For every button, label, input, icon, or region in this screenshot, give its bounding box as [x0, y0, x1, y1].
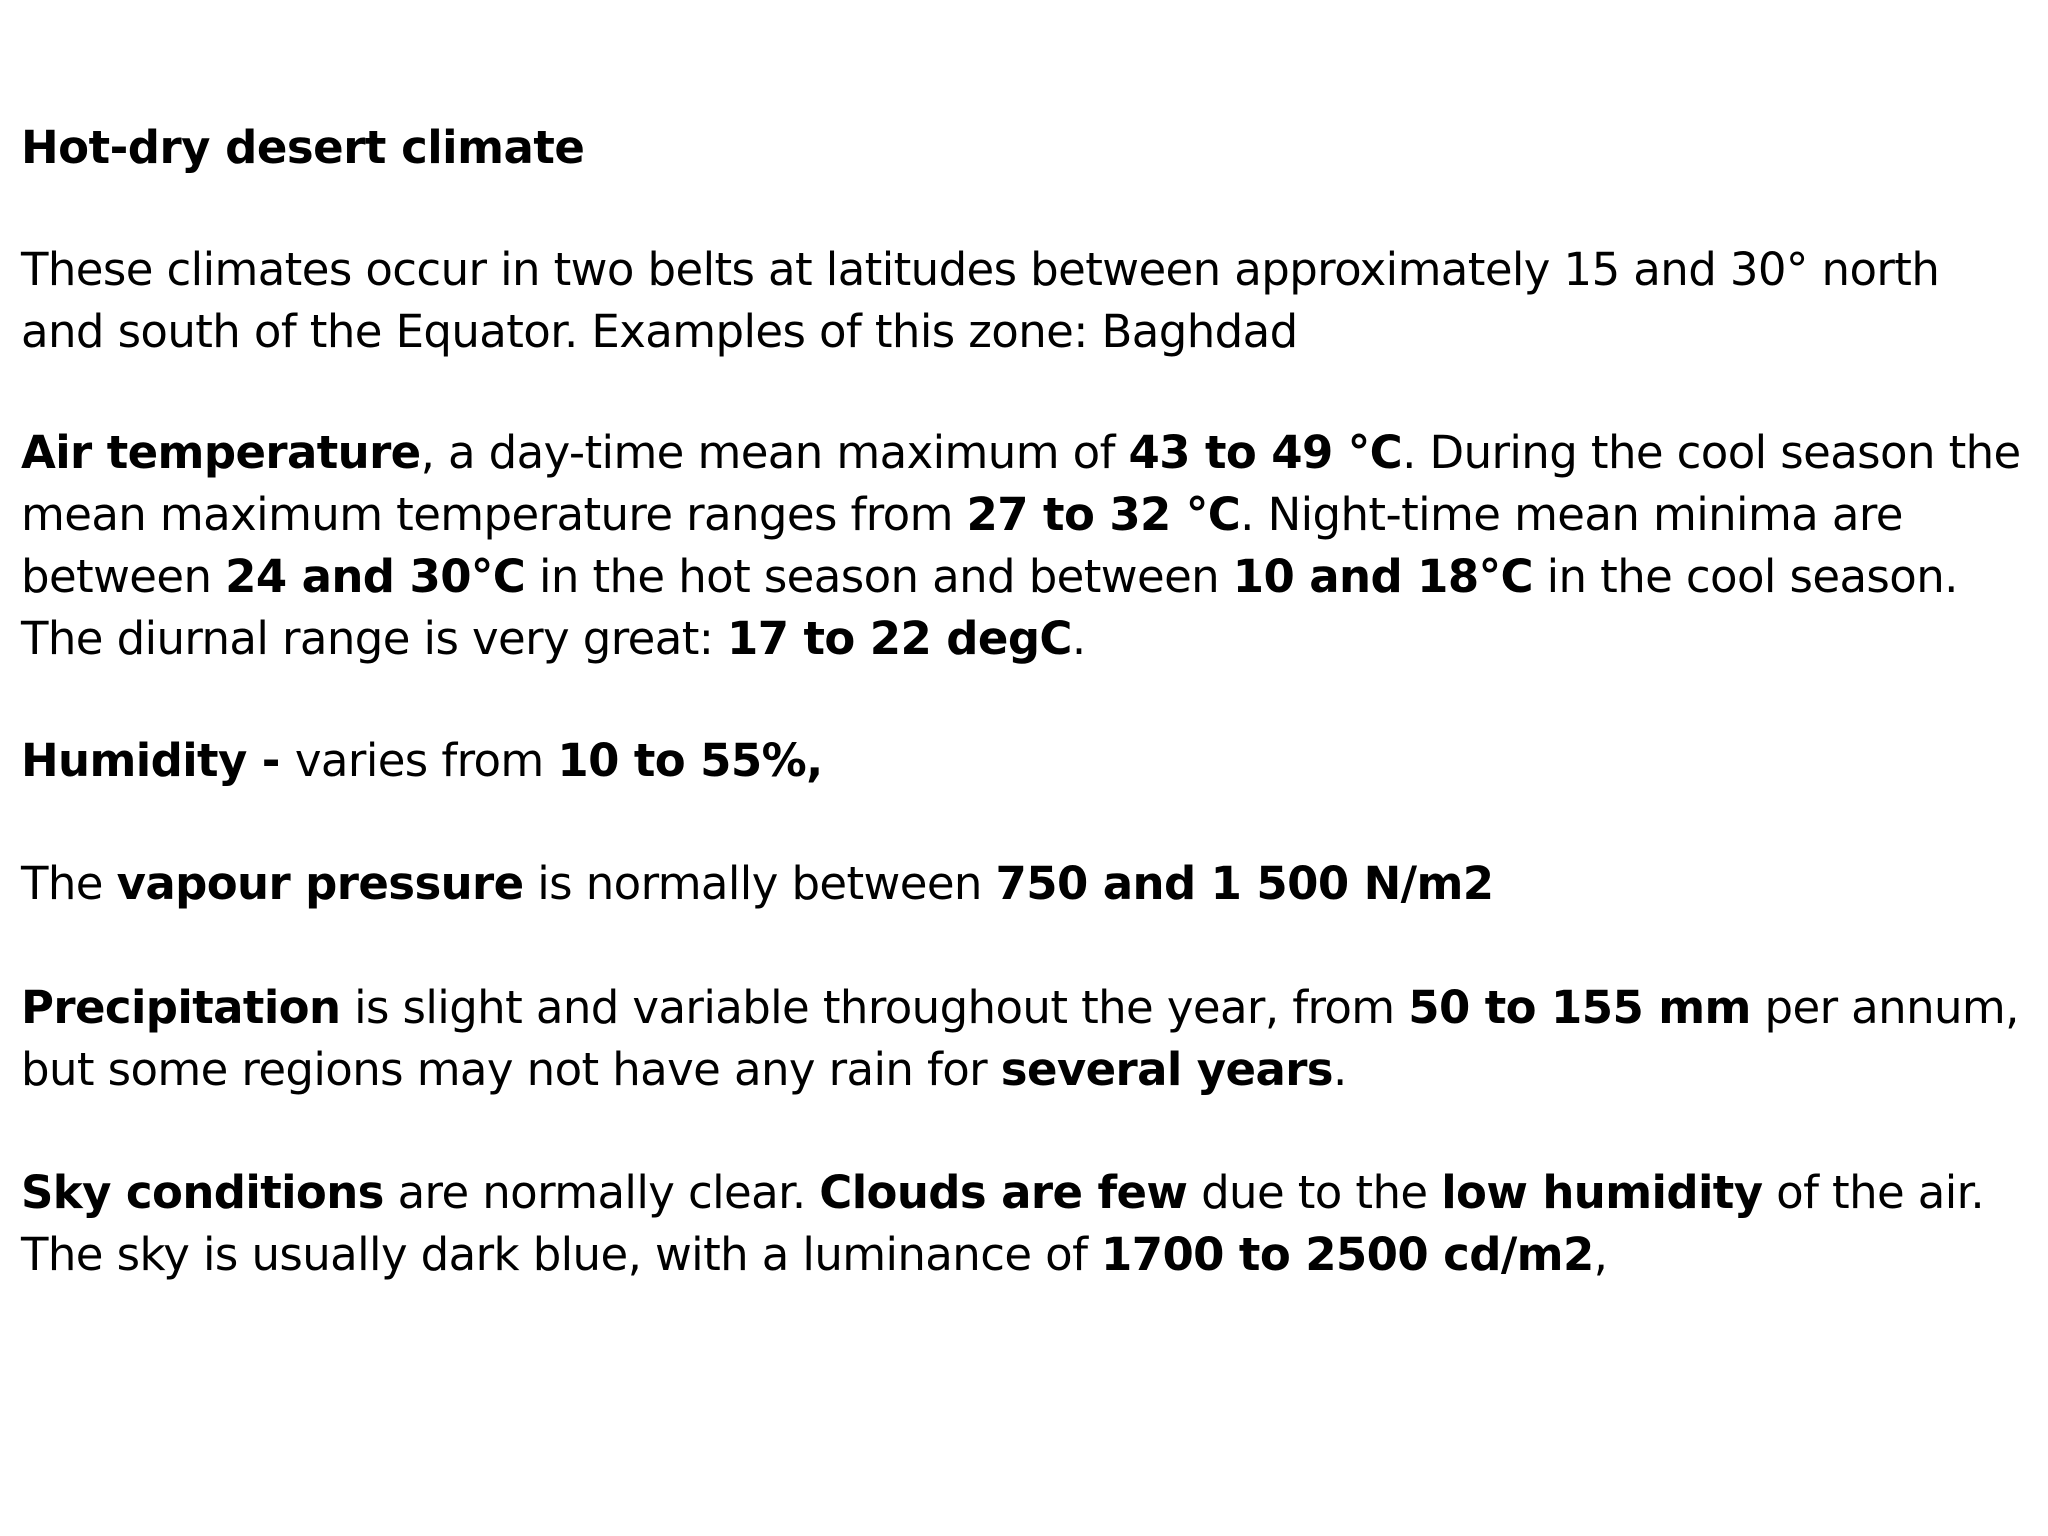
- intro-paragraph: [21, 239, 1939, 363]
- text-run: but some regions may not have any rain for: [21, 1043, 1001, 1096]
- intro-line-1: These climates occur in two belts at latitudes between approximately 15 and 30° north: [21, 243, 1940, 296]
- text-run: mean maximum temperature ranges from: [21, 488, 967, 541]
- humidity-paragraph: [21, 730, 823, 792]
- sky-conditions-term: Sky conditions: [21, 1166, 384, 1219]
- air-temperature-line-2: [21, 484, 2021, 546]
- text-run: varies from: [294, 734, 558, 787]
- precipitation-term: Precipitation: [21, 981, 341, 1034]
- text-run: between: [21, 550, 226, 603]
- cool-season-min-value: 10 and 18°C: [1232, 550, 1533, 603]
- clouds-few-phrase: Clouds are few: [819, 1166, 1188, 1219]
- text-run: is slight and variable throughout the year, from: [340, 981, 1409, 1034]
- luminance-value: 1700 to 2500 cd/m2: [1101, 1228, 1594, 1281]
- humidity-value: 10 to 55%,: [557, 734, 823, 787]
- text-run: The diurnal range is very great:: [21, 612, 728, 665]
- vapour-pressure-line: [21, 853, 1494, 915]
- text-run: .: [1071, 612, 1086, 665]
- vapour-pressure-value: 750 and 1 500 N/m2: [995, 857, 1494, 910]
- humidity-line: [21, 730, 823, 792]
- air-temperature-line-3: [21, 546, 2021, 608]
- precipitation-paragraph: [21, 977, 2019, 1101]
- sky-conditions-line-1: [21, 1162, 1984, 1224]
- text-run: The sky is usually dark blue, with a luminance of: [21, 1228, 1102, 1281]
- text-run: due to the: [1187, 1166, 1442, 1219]
- air-temperature-line-1: [21, 422, 2021, 484]
- sky-conditions-line-2: [21, 1224, 1984, 1286]
- low-humidity-phrase: low humidity: [1441, 1166, 1763, 1219]
- cool-season-max-value: 27 to 32 °C: [966, 488, 1241, 541]
- text-run: in the cool season.: [1532, 550, 1958, 603]
- text-run: is normally between: [523, 857, 996, 910]
- sky-conditions-paragraph: [21, 1162, 1984, 1286]
- text-run: in the hot season and between: [525, 550, 1233, 603]
- text-run: , a day-time mean maximum of: [420, 426, 1129, 479]
- precipitation-line-2: [21, 1039, 2019, 1101]
- precipitation-value: 50 to 155 mm: [1408, 981, 1751, 1034]
- text-run: ,: [1593, 1228, 1608, 1281]
- text-run: . Night-time mean minima are: [1240, 488, 1903, 541]
- text-run: .: [1333, 1043, 1347, 1096]
- intro-line-2: and south of the Equator. Examples of this zone: Baghdad: [21, 305, 1298, 358]
- vapour-pressure-paragraph: [21, 853, 1494, 915]
- text-run: of the air.: [1762, 1166, 1985, 1219]
- page-title: Hot-dry desert climate: [21, 121, 585, 174]
- diurnal-range-value: 17 to 22 degC: [727, 612, 1072, 665]
- humidity-term: Humidity -: [21, 734, 295, 787]
- air-temperature-paragraph: [21, 422, 2021, 670]
- no-rain-duration: several years: [1000, 1043, 1333, 1096]
- text-run: per annum,: [1750, 981, 2019, 1034]
- precipitation-line-1: [21, 977, 2019, 1039]
- air-temperature-term: Air temperature: [21, 426, 421, 479]
- text-run: . During the cool season the: [1402, 426, 2021, 479]
- day-max-value: 43 to 49 °C: [1128, 426, 1403, 479]
- text-run: are normally clear.: [383, 1166, 820, 1219]
- hot-season-min-value: 24 and 30°C: [225, 550, 526, 603]
- text-run: The: [21, 857, 117, 910]
- vapour-pressure-term: vapour pressure: [116, 857, 524, 910]
- air-temperature-line-4: [21, 608, 2021, 670]
